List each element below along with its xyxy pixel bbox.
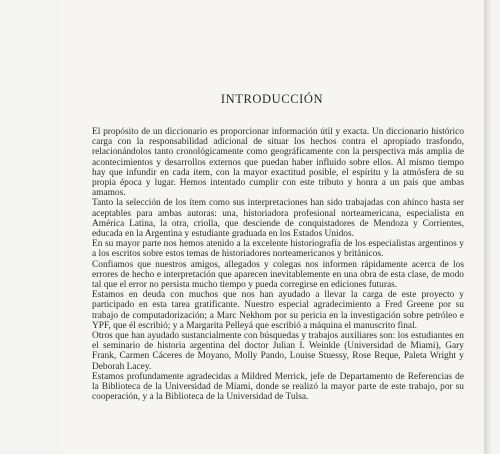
page-title: INTRODUCCIÓN <box>220 92 324 106</box>
paragraph-selection: Tanto la selección de los ítem como sus interpretaciones han sido trabajadas con ahínco hasta ser aceptables para ambas autoras: una, historiadora profesional norteamericana, especialista en América Latina, la otra, criolla, que desciende de conquistadores de Mendoza y Corrientes, educada en la Argentina y estudiante graduada en los Estados Unidos. <box>92 198 464 240</box>
paragraph-acknowledgements: Estamos en deuda con muchos que nos han ayudado a llevar la carga de este proyecto y participado en esta tarea gratificante. Nuestro especial agradecimiento a Fred Greene por su trabajo de computadorización; a Marc Nekhom por su pericia en la investigación sobre petróleo e YPF, que él escribió; y a Margarita Pelleyá que escribió a máquina el manuscrito final. <box>92 290 464 331</box>
book-page <box>58 0 486 454</box>
page-edge <box>484 0 490 454</box>
paragraph-historiography: En su mayor parte nos hemos atenido a la excelente historiografía de los especialistas argentinos y a los escritos sobre estos temas de historiadores norteamericanos y británicos. <box>92 239 464 260</box>
paragraph-libraries: Estamos profundamente agradecidas a Mildred Merrick, jefe de Departamento de Referencias de la Biblioteca de la Universidad de Miami, donde se realizó la mayor parte de este trabajo, por su cooperación, y a la Biblioteca de la Universidad de Tulsa. <box>92 371 464 403</box>
paragraph-purpose: El propósito de un diccionario es proporcionar información útil y exacta. Un diccionario histórico carga con la responsabilidad adicional de situar los hechos contra el apropiado trasfondo, relacionándolos tanto cronológicamente como geográficamente con la perspectiva más amplia de acontecimientos y desarrollos externos que puedan haber influido sobre ellos. Al mismo tiempo hay que infundir en cada ítem, con la mayor exactitud posible, el espíritu y la atmósfera de su propia época y lugar. Hemos intentado cumplir con este tributo y honra a un país que ambas amamos. <box>92 127 464 199</box>
page-body <box>92 127 464 402</box>
paragraph-corrections: Confiamos que nuestros amigos, allegados y colegas nos informen rápidamente acerca de los errores de hecho e interpretación que aparecen inevitablemente en una obra de esta clase, de modo tal que el error no persista mucho tiempo y pueda corregirse en ediciones futuras. <box>92 259 464 291</box>
paragraph-assistants: Otros que han ayudado sustancialmente con búsquedas y trabajos auxiliares son: los estudiantes en el seminario de historia argentina del doctor Julian I. Weinkle (Universidad de Miami), Gary Frank, Carmen Cáceres de Moyano, Molly Pando, Louise Stuessy, Rose Reque, Paleta Wright y Deborah Lacey. <box>92 331 464 372</box>
